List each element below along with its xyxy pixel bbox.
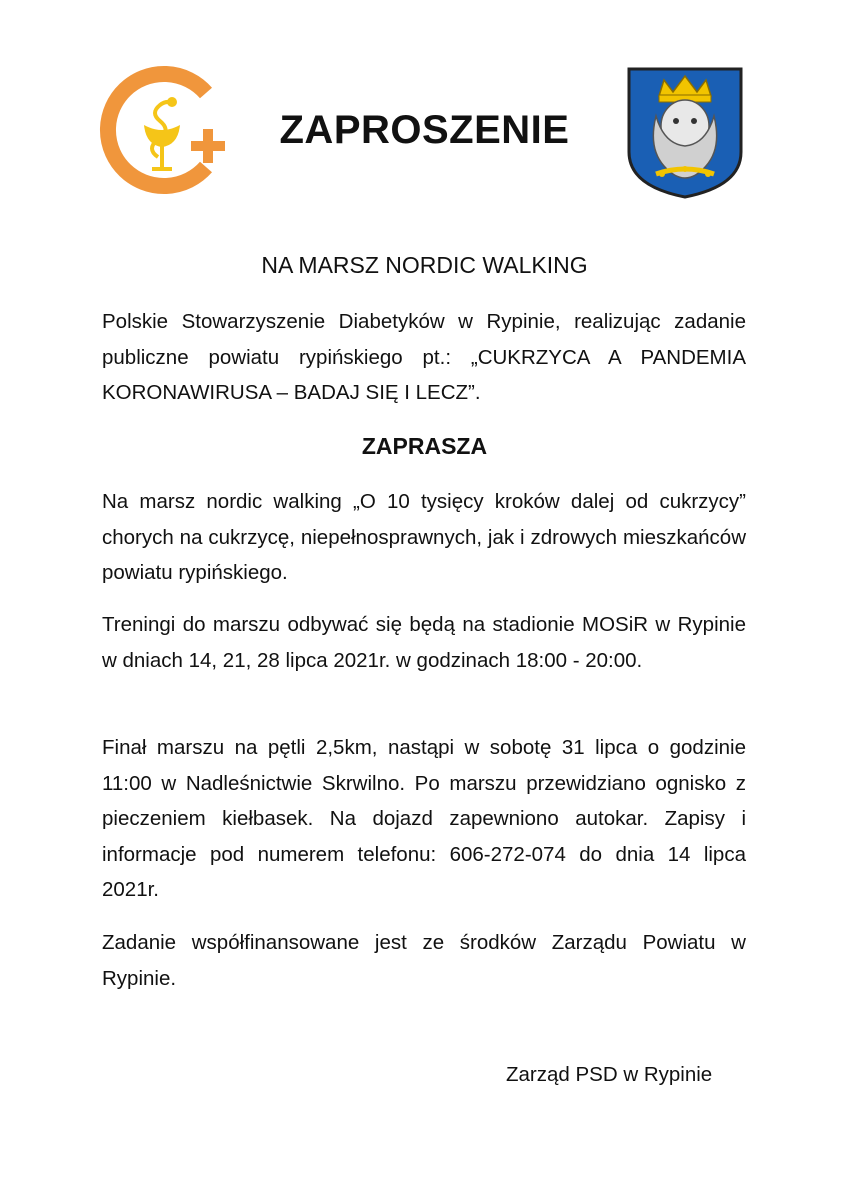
final-event-paragraph: Finał marszu na pętli 2,5km, nastąpi w sobotę 31 lipca o godzinie 11:00 w Nadleśnictwie Skrwilno. Po marszu przewidziano ognisko z pieczeniem kiełbasek. Na dojazd zapewniono autokar. Zapisy i informacje pod numerem telefonu: 606-272-074 do dnia 14 lipca 2021r. (102, 736, 746, 901)
invites-heading: ZAPRASZA (361, 433, 488, 459)
document-title: ZAPROSZENIE (279, 108, 570, 152)
training-paragraph: Treningi do marszu odbywać się będą na stadionie MOSiR w Rypinie w dniach 14, 21, 28 lipca 2021r. w godzinach 18:00 - 20:00. (102, 613, 746, 672)
funding-paragraph: Zadanie współfinansowane jest ze środków Zarządu Powiatu w Rypinie. (102, 931, 746, 990)
signature: Zarząd PSD w Rypinie (506, 1063, 713, 1086)
event-subtitle: NA MARSZ NORDIC WALKING (261, 252, 588, 278)
walk-description-paragraph: Na marsz nordic walking „O 10 tysięcy kroków dalej od cukrzycy” chorych na cukrzycę, niepełnosprawnych, jak i zdrowych mieszkańców powiatu rypińskiego. (102, 490, 746, 584)
intro-paragraph: Polskie Stowarzyszenie Diabetyków w Rypinie, realizując zadanie publiczne powiatu rypińskiego pt.: „CUKRZYCA A PANDEMIA KORONAWIRUSA – BADAJ SIĘ I LECZ”. (102, 310, 746, 404)
rypin-county-coat-of-arms-icon (626, 66, 744, 200)
